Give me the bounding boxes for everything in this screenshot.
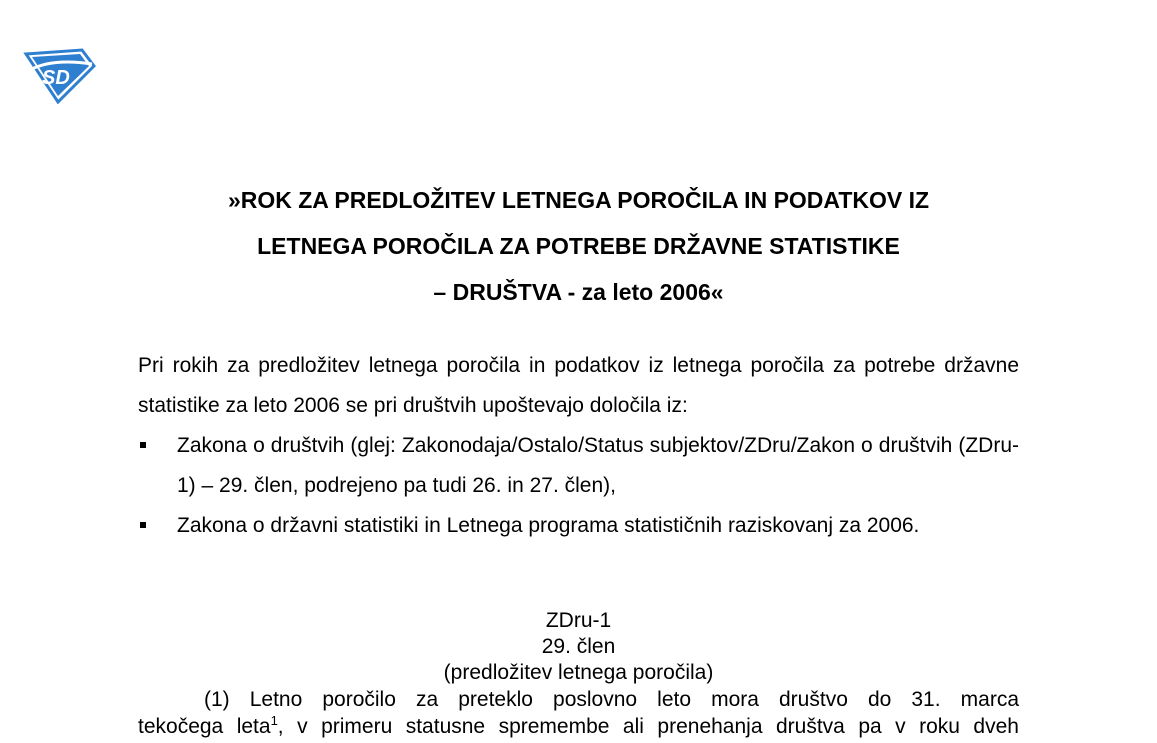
law-abbreviation: ZDru-1 <box>545 609 612 632</box>
bullet-square-icon <box>140 442 146 448</box>
article-header <box>0 608 1157 686</box>
bullet-square-icon <box>140 522 146 528</box>
logo-lettering: SD <box>42 67 70 89</box>
document-title <box>0 177 1157 315</box>
bullet-text: Zakona o društvih (glej: Zakonodaja/Ostalo/Status subjektov/ZDru/Zakon o društvih (ZDru-1) – 29. člen, podrejeno pa tudi 26. in 27. člen), <box>177 434 1019 497</box>
bullet-item <box>138 426 1019 506</box>
article-number: 29. člen <box>541 635 616 658</box>
article-line-2-start: tekočega leta <box>138 715 271 738</box>
bullet-list <box>138 426 1019 546</box>
article-line-2-end: , v primeru statusne spremembe ali prenehanja društva pa v roku dveh <box>277 715 1019 738</box>
article-line-2 <box>138 713 1019 740</box>
intro-paragraph: Pri rokih za predložitev letnega poročila in podatkov iz letnega poročila za potrebe državne statistike za leto 2006 se pri društvih upoštevajo določila iz: <box>138 354 1019 417</box>
footnote-reference[interactable]: 1 <box>270 713 278 728</box>
title-line-1: »ROK ZA PREDLOŽITEV LETNEGA POROČILA IN PODATKOV IZ <box>227 187 930 213</box>
bullet-text: Zakona o državni statistiki in Letnega programa statističnih raziskovanj za 2006. <box>177 514 920 537</box>
title-line-2: LETNEGA POROČILA ZA POTREBE DRŽAVNE STATISTIKE <box>257 233 900 259</box>
title-line-3: – DRUŠTVA - za leto 2006« <box>433 279 724 305</box>
company-logo <box>22 48 96 104</box>
article-text <box>138 686 1019 740</box>
bullet-item <box>138 506 1019 546</box>
article-line-1 <box>138 686 1019 713</box>
article-line-1-text: (1) Letno poročilo za preteklo poslovno leto mora društvo do 31. marca <box>204 688 1019 711</box>
article-heading: (predložitev letnega poročila) <box>443 661 714 684</box>
